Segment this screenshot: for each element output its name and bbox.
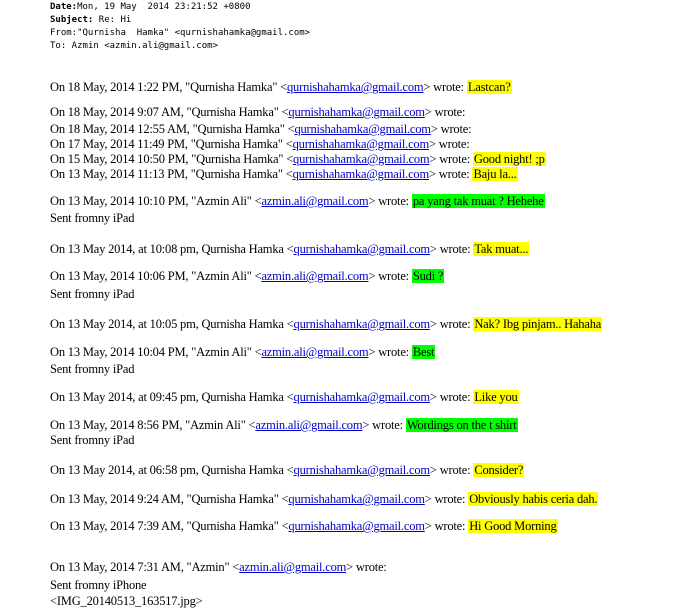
text-line	[50, 578, 146, 593]
highlighted-message: Consider?	[474, 463, 524, 477]
quoted-reply-line	[50, 463, 524, 478]
email-link[interactable]: qurnishahamka@gmail.com	[294, 122, 431, 136]
line-text: > wrote:	[429, 463, 474, 477]
email-link[interactable]: qurnishahamka@gmail.com	[288, 105, 425, 119]
quoted-reply-line	[50, 242, 529, 257]
header-to: To: Azmin <azmin.ali@gmail.com>	[50, 41, 218, 51]
line-text: On 13 May, 2014 8:56 PM, "Azmin Ali" <	[50, 418, 256, 432]
quoted-reply-line	[50, 137, 470, 152]
quoted-reply-line	[50, 560, 387, 575]
line-text: On 18 May, 2014 1:22 PM, "Qurnisha Hamka" <	[50, 80, 287, 94]
line-text: On 13 May 2014, at 10:08 pm, Qurnisha Hamka <	[50, 242, 294, 256]
highlighted-message: pa yang tak muat ? Hehehe	[412, 194, 544, 208]
header-subject: Subject: Re: Hi	[50, 15, 132, 25]
highlighted-message: Tak muat...	[474, 242, 529, 256]
email-link[interactable]: azmin.ali@gmail.com	[239, 560, 347, 574]
line-text: On 13 May 2014, at 09:45 pm, Qurnisha Hamka <	[50, 390, 294, 404]
line-text: > wrote:	[368, 345, 412, 359]
email-link[interactable]: azmin.ali@gmail.com	[261, 269, 369, 283]
email-link[interactable]: azmin.ali@gmail.com	[261, 345, 369, 359]
quoted-reply-line	[50, 152, 546, 167]
quoted-reply-line	[50, 80, 512, 95]
highlighted-message: Nak? Ibg pinjam.. Hahaha	[474, 317, 602, 331]
line-text: > wrote:	[429, 137, 470, 151]
line-text: <IMG_20140513_163517.jpg>	[50, 594, 203, 608]
line-text: > wrote:	[429, 317, 474, 331]
text-line	[50, 433, 134, 448]
highlighted-message: Sudi ?	[412, 269, 444, 283]
line-text: On 13 May 2014, at 06:58 pm, Qurnisha Hamka <	[50, 463, 294, 477]
email-link[interactable]: qurnishahamka@gmail.com	[293, 463, 430, 477]
line-text: > wrote:	[368, 269, 412, 283]
highlighted-message: Obviously habis ceria dah.	[469, 492, 598, 506]
email-link[interactable]: qurnishahamka@gmail.com	[292, 137, 429, 151]
text-line	[50, 287, 134, 302]
line-text: > wrote:	[424, 492, 469, 506]
line-text: > wrote:	[423, 80, 467, 94]
line-text: Sent fromny iPad	[50, 211, 135, 225]
email-link[interactable]: qurnishahamka@gmail.com	[293, 390, 430, 404]
line-text: > wrote:	[368, 194, 412, 208]
line-text: > wrote:	[424, 519, 469, 533]
quoted-reply-line	[50, 167, 518, 182]
line-text: On 13 May, 2014 11:13 PM, "Qurnisha Hamka" <	[50, 167, 293, 181]
quoted-reply-line	[50, 194, 545, 209]
email-link[interactable]: qurnishahamka@gmail.com	[293, 317, 430, 331]
line-text: On 13 May, 2014 9:24 AM, "Qurnisha Hamka" <	[50, 492, 289, 506]
quoted-reply-line	[50, 105, 465, 120]
line-text: > wrote:	[424, 105, 466, 119]
line-text: > wrote:	[429, 242, 474, 256]
quoted-reply-line	[50, 418, 518, 433]
email-link[interactable]: qurnishahamka@gmail.com	[288, 519, 425, 533]
text-line	[50, 211, 134, 226]
email-link[interactable]: azmin.ali@gmail.com	[261, 194, 369, 208]
email-link[interactable]: qurnishahamka@gmail.com	[288, 492, 425, 506]
line-text: > wrote:	[362, 418, 406, 432]
line-text: On 13 May 2014, at 10:05 pm, Qurnisha Hamka <	[50, 317, 294, 331]
highlighted-message: Hi Good Morning	[469, 519, 557, 533]
highlighted-message: Like you	[474, 390, 518, 404]
quoted-reply-line	[50, 492, 598, 507]
line-text: Sent fromny iPad	[50, 433, 135, 447]
text-line	[50, 362, 134, 377]
line-text: > wrote:	[346, 560, 387, 574]
quoted-reply-line	[50, 122, 471, 137]
quoted-reply-line	[50, 269, 444, 284]
text-line	[50, 594, 203, 609]
line-text: > wrote:	[429, 167, 473, 181]
line-text: > wrote:	[429, 152, 473, 166]
highlighted-message: Good night! ;p	[473, 152, 545, 166]
line-text: Sent fromny iPad	[50, 362, 135, 376]
quoted-reply-line	[50, 519, 558, 534]
email-link[interactable]: qurnishahamka@gmail.com	[292, 167, 429, 181]
line-text: On 15 May, 2014 10:50 PM, "Qurnisha Hamka" <	[50, 152, 294, 166]
quoted-reply-line	[50, 390, 519, 405]
highlighted-message: Best	[412, 345, 435, 359]
line-text: On 13 May, 2014 10:04 PM, "Azmin Ali" <	[50, 345, 262, 359]
line-text: > wrote:	[429, 390, 474, 404]
line-text: On 13 May, 2014 7:39 AM, "Qurnisha Hamka" <	[50, 519, 289, 533]
email-link[interactable]: qurnishahamka@gmail.com	[293, 152, 430, 166]
header-date: Date:Mon, 19 May 2014 23:21:52 +0800	[50, 2, 251, 12]
email-link[interactable]: qurnishahamka@gmail.com	[293, 242, 430, 256]
highlighted-message: Baju la...	[473, 167, 517, 181]
email-link[interactable]: azmin.ali@gmail.com	[255, 418, 363, 432]
highlighted-message: Lastcan?	[467, 80, 511, 94]
line-text: On 13 May, 2014 10:10 PM, "Azmin Ali" <	[50, 194, 262, 208]
line-text: On 18 May, 2014 9:07 AM, "Qurnisha Hamka" <	[50, 105, 289, 119]
line-text: On 13 May, 2014 7:31 AM, "Azmin" <	[50, 560, 240, 574]
line-text: > wrote:	[430, 122, 472, 136]
line-text: On 17 May, 2014 11:49 PM, "Qurnisha Hamka" <	[50, 137, 293, 151]
line-text: On 13 May, 2014 10:06 PM, "Azmin Ali" <	[50, 269, 262, 283]
line-text: Sent fromny iPhone	[50, 578, 147, 592]
quoted-reply-line	[50, 317, 602, 332]
line-text: On 18 May, 2014 12:55 AM, "Qurnisha Hamka" <	[50, 122, 295, 136]
highlighted-message: Wordings on the t shirt	[406, 418, 517, 432]
email-link[interactable]: qurnishahamka@gmail.com	[287, 80, 424, 94]
header-from: From:"Qurnisha Hamka" <qurnishahamka@gmail.com>	[50, 28, 311, 38]
quoted-reply-line	[50, 345, 435, 360]
line-text: Sent fromny iPad	[50, 287, 135, 301]
